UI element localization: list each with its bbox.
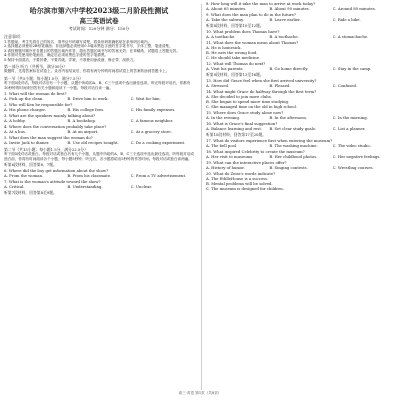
notes-heading: 注意事项： <box>4 34 24 39</box>
question-text: 18. What inspired Celebrity to create the museum? <box>206 149 305 154</box>
dialog-heading: 听第7段材料，回答第8至9题。 <box>4 190 57 196</box>
question-group <box>206 29 396 71</box>
option-b: B. Mental problems will be solved. <box>206 181 273 186</box>
option-row <box>206 6 396 11</box>
question-text: 14. What might Grace do halfway through the first term? <box>206 89 317 94</box>
option-a: A. The EthlleHouse is a success. <box>206 176 269 181</box>
note-item: 3.请按照题号顺序在各题目的答题区域内作答，超出答题区域书写的答案无效；在草稿纸、试题卷上答题无效。 <box>4 48 180 53</box>
option-row <box>4 96 194 101</box>
option-c: C. The museum is designed for children. <box>206 186 284 191</box>
question-text: 8. How long will it take the man to arrive at work today? <box>206 1 316 6</box>
option-b: B. Use old recipes tonight. <box>67 140 119 146</box>
question-text: 7. What is the woman's attitude toward the show? <box>4 179 101 185</box>
option-c: C. A famous neighbor. <box>130 118 174 124</box>
option-a: A. His phone charger. <box>4 107 46 113</box>
option-c: C. A stomachache. <box>332 34 369 39</box>
option-a: A. Visit his parents. <box>206 66 244 71</box>
option-row <box>4 118 194 123</box>
option-c: C. Stay in the camp. <box>332 66 372 71</box>
option-a: A. Stressed. <box>206 83 230 88</box>
option-b: B. A toothache. <box>269 34 299 39</box>
option-row <box>206 165 396 170</box>
option-c: C. List a planner. <box>332 126 366 131</box>
option-a: A. A toothache. <box>206 34 236 39</box>
option-b: B. Pleased. <box>269 83 291 88</box>
option-a: A. Her visit to museums. <box>206 154 254 159</box>
exam-subtitle: 高三英语试卷 <box>79 17 119 25</box>
option-b: B. From his classmate. <box>67 173 112 179</box>
question-text: 5. What does the man suggest the woman do? <box>4 135 93 141</box>
question-text: 11. What does the woman mean about Thomas? <box>206 40 299 45</box>
question-group <box>206 78 396 131</box>
question-text: 13. How did Grace feel when she first arrived university? <box>206 78 317 83</box>
option-a: A. Pick up the clean. <box>4 96 44 102</box>
question-group <box>4 168 194 189</box>
option-b: B. Go home directly. <box>269 66 309 71</box>
option-row <box>4 129 194 134</box>
dialog-heading: 听第6段材料，回答第6、7题。 <box>4 162 57 168</box>
option-b: B. He eats the wrong food. <box>206 50 258 55</box>
section-heading: 第二节（共15小题；每小题1.5分，满分22.5分） <box>4 147 88 153</box>
option-row <box>206 34 396 39</box>
option-a: A. A hobby. <box>4 118 26 124</box>
option-b: B. At an airport. <box>67 129 99 135</box>
question-text: 20. What do Zeiss's words indicate? <box>206 171 276 176</box>
option-a: A. Invite Jack to dinner. <box>4 140 50 146</box>
option-row <box>4 173 194 178</box>
section-note: 听下面5段对话或独白。每段对话或独白后有几个小题，从题中所给的A、B、C三个选项中选出最佳选项。听每段对话或独白前，你将有时间阅读各个小题，每小题5秒钟；听完后，各小题将给出5秒钟的作答时间。每段对话或独白读两遍。 <box>4 152 194 161</box>
option-b: B. His college fees. <box>67 107 105 113</box>
question-group <box>4 91 194 145</box>
option-c: C. Around 80 minutes. <box>332 6 376 11</box>
question-text: 4. Where does the conversation probably take place? <box>4 124 107 130</box>
question-group <box>206 1 396 22</box>
option-row <box>206 45 396 60</box>
option-row <box>4 140 194 145</box>
question-text: 2. Who will Ken be responsible for? <box>4 102 73 108</box>
dialog-heading: 听第10段材料，回答第17至20题。 <box>206 132 267 137</box>
option-row <box>206 176 396 191</box>
option-a: A. Take the subway. <box>206 17 245 22</box>
option-row <box>206 143 396 148</box>
option-row <box>206 126 396 131</box>
column-divider <box>201 4 202 390</box>
right-column <box>206 0 396 395</box>
option-c: C. Confused. <box>332 83 358 88</box>
option-a: A. History of humor. <box>206 165 245 170</box>
option-row <box>206 83 396 88</box>
question-text: 16. What is Grace's final suggestion? <box>206 121 278 126</box>
note-item: 5.保持卡面清洁，不要折叠，不要弄破、弄皱，不准使用涂改液、修正带、刮纸刀。 <box>4 57 137 62</box>
option-row <box>206 17 396 22</box>
option-row <box>206 94 396 109</box>
question-text: 10. What problem does Thomas have? <box>206 29 280 34</box>
question-text: 15. Where does Grace study alone now? <box>206 110 284 115</box>
option-b: B. Leave earlier. <box>269 17 301 22</box>
option-row <box>4 184 194 189</box>
option-b: B. A bookshop. <box>67 118 97 124</box>
option-a: A. In the evening. <box>206 115 241 120</box>
option-c: C. At a grocery store. <box>130 129 172 135</box>
option-c: C. She managed time on the old in high school. <box>206 104 297 109</box>
note-item: 1.答题前，考生先将自己的姓名、准考证号码填写清楚，将条形码准确粘贴在条形码区域内。 <box>4 39 152 44</box>
exam-meta: 考试时间：120分钟 满分：150分 <box>68 26 130 31</box>
option-b: B. Singing contests. <box>269 165 308 170</box>
option-c: C. The video studio. <box>332 143 371 148</box>
option-a: A. The bell pool. <box>206 143 238 148</box>
option-c: C. In the morning. <box>332 115 368 120</box>
option-a: A. At a bus. <box>4 129 27 135</box>
option-c: C. Wrestling courses. <box>332 165 374 170</box>
part-note: 做题时，先将答案标在试卷上。录音内容结束后，你将有两分钟的时间将试卷上的答案转涂到答题卡上。 <box>4 69 170 74</box>
dialog-heading: 听第9段材料，回答第13至16题。 <box>206 72 264 77</box>
option-c: C. Do a cooking experiment. <box>130 140 186 146</box>
exam-title: 哈尔滨市第六中学校2023级二月阶段性测试 <box>29 6 169 15</box>
note-item: 2.选择题必须使用2B铅笔填涂；非选择题必须使用0.5毫米黑色字迹的签字笔书写，字体工整、笔迹清楚。 <box>4 44 173 49</box>
section-heading: 第一节（共5小题；每小题1.5分，满分7.5分） <box>4 76 84 82</box>
option-b: B. Drive him to work. <box>67 96 109 102</box>
option-row <box>4 107 194 112</box>
option-c: C. His family expenses. <box>130 107 176 113</box>
option-c: C. He should take medicine. <box>206 55 261 60</box>
option-c: C. Wait for him. <box>130 96 161 102</box>
option-row <box>206 66 396 71</box>
option-a: A. Balance learning and rest. <box>206 126 263 131</box>
option-b: B. In the afternoon. <box>269 115 308 120</box>
question-text: 12. What will Thomas do next? <box>206 61 266 66</box>
question-group <box>206 138 396 191</box>
option-a: A. From the woman. <box>4 173 44 179</box>
question-text: 9. What does the man plan to do in the future? <box>206 12 296 17</box>
option-c: C. Her negative feelings. <box>332 154 381 159</box>
option-row <box>206 154 396 159</box>
page-footer: 高三·英语 第1页（共8页） <box>178 391 222 395</box>
question-text: 19. What can the interactive places offer? <box>206 160 287 165</box>
option-c: C. From a TV advertisement. <box>130 173 187 179</box>
option-c: C. Unclear. <box>130 184 152 190</box>
option-b: B. Understanding. <box>67 184 103 190</box>
question-text: 17. What do visitors experience first when entering the museum? <box>206 138 333 143</box>
option-b: B. About 90 minutes. <box>269 6 310 11</box>
option-a: A. Critical. <box>4 184 25 190</box>
question-text: 3. What are the speakers mainly talking about? <box>4 113 96 119</box>
option-b: B. Set clear study goals. <box>269 126 317 131</box>
question-text: 1. What will the woman do first? <box>4 91 67 97</box>
option-a: A. She decided to join more clubs. <box>206 94 272 99</box>
part-heading: 第一部分 听力（共两节，满分30分） <box>4 64 67 70</box>
note-item: 4.作图可先使用铅笔画出，确定后必须用黑色字迹的签字笔描黑。 <box>4 53 109 58</box>
question-text: 6. Where did the boy get information about the show? <box>4 168 109 174</box>
section-note: 听下面5段对话。每段对话后有一个小题，从题中所给的A、B、C三个选项中选出最佳选项。听完每段对话后，你都有10秒钟的时间来回答有关小题和阅读下一小题。每段对话仅读一遍。 <box>4 81 191 90</box>
option-row <box>206 115 396 120</box>
left-column <box>4 0 194 395</box>
dialog-heading: 听第8段材料，回答第10至12题。 <box>206 23 264 28</box>
option-a: A. About 65 minutes. <box>206 6 247 11</box>
option-b: B. She began to spend more time studying. <box>206 99 290 104</box>
option-b: B. The washing machine. <box>269 143 318 148</box>
option-a: A. He is homesick. <box>206 45 242 50</box>
option-b: B. Her childhood photos. <box>269 154 318 159</box>
option-c: C. Ride a bike. <box>332 17 361 22</box>
